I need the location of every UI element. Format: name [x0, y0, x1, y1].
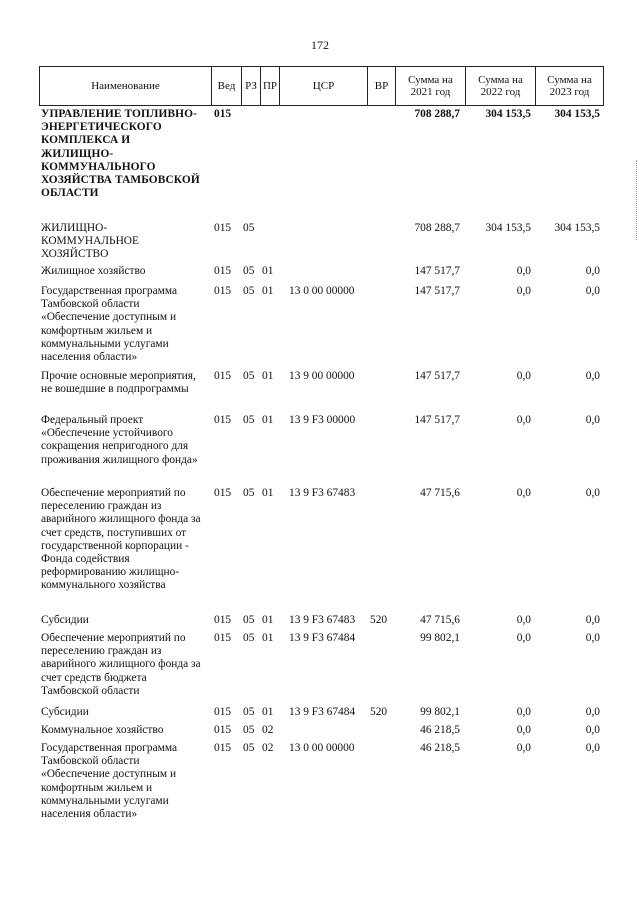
- row-name: ЖИЛИЩНО-КОММУНАЛЬНОЕ ХОЗЯЙСТВО: [41, 222, 139, 261]
- row-pr: 01: [262, 285, 274, 297]
- table-header: [39, 66, 604, 106]
- header-pr: ПР: [260, 67, 279, 105]
- row-pr: 01: [262, 414, 274, 426]
- row-csr: 13 0 00 00000: [289, 285, 355, 297]
- row-sum-2022: 304 153,5: [485, 222, 531, 234]
- row-csr: 13 9 F3 67483: [289, 614, 356, 626]
- row-pr: 01: [262, 487, 274, 499]
- row-rz: 05: [243, 414, 255, 426]
- row-ved: 015: [214, 414, 232, 426]
- row-rz: 05: [243, 370, 255, 382]
- header-csr: ЦСР: [279, 67, 367, 105]
- row-sum-2023: 0,0: [585, 632, 600, 644]
- row-ved: 015: [214, 614, 232, 626]
- row-rz: 05: [243, 265, 255, 277]
- row-rz: 05: [243, 614, 255, 626]
- row-name: Государственная программа Тамбовской области «Обеспечение доступным и комфортным жильем и коммунальными услугами населения области»: [41, 285, 178, 364]
- row-name: Жилищное хозяйство: [41, 265, 146, 277]
- row-sum-2022: 0,0: [516, 414, 531, 426]
- row-pr: 02: [262, 724, 274, 736]
- row-csr: 13 9 F3 67484: [289, 632, 356, 644]
- row-sum-2023: 304 153,5: [554, 222, 600, 234]
- row-ved: 015: [214, 487, 232, 499]
- row-sum-2021: 708 288,7: [414, 108, 460, 120]
- header-ved: Вед: [211, 67, 241, 105]
- row-rz: 05: [243, 285, 255, 297]
- row-sum-2021: 47 715,6: [420, 487, 460, 499]
- row-sum-2022: 0,0: [516, 370, 531, 382]
- row-ved: 015: [214, 108, 232, 120]
- row-sum-2022: 0,0: [516, 742, 531, 754]
- row-sum-2022: 0,0: [516, 285, 531, 297]
- row-name: Обеспечение мероприятий по переселению граждан из аварийного жилищного фонда за счет средств бюджета Тамбовской области: [41, 632, 201, 697]
- header-sum-2021: Сумма на 2021 год: [395, 67, 465, 105]
- row-rz: 05: [243, 742, 255, 754]
- row-sum-2022: 0,0: [516, 265, 531, 277]
- row-sum-2022: 0,0: [516, 706, 531, 718]
- row-sum-2022: 0,0: [516, 614, 531, 626]
- header-sum-2023: Сумма на 2023 год: [535, 67, 604, 105]
- row-ved: 015: [214, 265, 232, 277]
- row-sum-2023: 0,0: [585, 487, 600, 499]
- row-name: УПРАВЛЕНИЕ ТОПЛИВНО-ЭНЕРГЕТИЧЕСКОГО КОМПЛЕКСА И ЖИЛИЩНО-КОММУНАЛЬНОГО ХОЗЯЙСТВА ТАМБОВСКОЙ ОБЛАСТИ: [41, 108, 200, 200]
- row-rz: 05: [243, 706, 255, 718]
- row-sum-2023: 0,0: [585, 265, 600, 277]
- row-sum-2023: 0,0: [585, 370, 600, 382]
- row-ved: 015: [214, 222, 232, 234]
- row-ved: 015: [214, 370, 232, 382]
- row-sum-2023: 304 153,5: [554, 108, 600, 120]
- row-rz: 05: [243, 724, 255, 736]
- row-pr: 02: [262, 742, 274, 754]
- row-ved: 015: [214, 706, 232, 718]
- row-sum-2022: 0,0: [516, 724, 531, 736]
- row-sum-2021: 46 218,5: [420, 742, 460, 754]
- row-sum-2021: 46 218,5: [420, 724, 460, 736]
- row-name: Прочие основные мероприятия, не вошедшие в подпрограммы: [41, 370, 196, 396]
- row-csr: 13 9 F3 67484: [289, 706, 356, 718]
- row-sum-2022: 0,0: [516, 632, 531, 644]
- row-pr: 01: [262, 370, 274, 382]
- row-ved: 015: [214, 285, 232, 297]
- header-sum-2022: Сумма на 2022 год: [465, 67, 535, 105]
- row-sum-2021: 708 288,7: [414, 222, 460, 234]
- row-name: Субсидии: [41, 706, 89, 718]
- row-sum-2023: 0,0: [585, 614, 600, 626]
- row-sum-2022: 304 153,5: [485, 108, 531, 120]
- row-pr: 01: [262, 265, 274, 277]
- page-number: 172: [311, 38, 329, 52]
- row-sum-2021: 147 517,7: [414, 265, 460, 277]
- row-name: Государственная программа Тамбовской области «Обеспечение доступным и комфортным жильем и коммунальными услугами населения области»: [41, 742, 178, 821]
- row-csr: 13 0 00 00000: [289, 742, 355, 754]
- row-rz: 05: [243, 487, 255, 499]
- row-csr: 13 9 F3 67483: [289, 487, 356, 499]
- row-ved: 015: [214, 724, 232, 736]
- row-csr: 13 9 F3 00000: [289, 414, 356, 426]
- row-pr: 01: [262, 706, 274, 718]
- header-vr: ВР: [367, 67, 395, 105]
- header-rz: РЗ: [241, 67, 260, 105]
- row-csr: 13 9 00 00000: [289, 370, 355, 382]
- row-rz: 05: [243, 222, 255, 234]
- row-pr: 01: [262, 614, 274, 626]
- row-name: Федеральный проект «Обеспечение устойчивого сокращения непригодного для проживания жилищного фонда»: [41, 414, 198, 466]
- row-sum-2021: 147 517,7: [414, 370, 460, 382]
- row-sum-2023: 0,0: [585, 742, 600, 754]
- row-vr: 520: [370, 706, 388, 718]
- row-sum-2023: 0,0: [585, 724, 600, 736]
- row-sum-2021: 147 517,7: [414, 414, 460, 426]
- row-vr: 520: [370, 614, 388, 626]
- margin-scan-mark: [636, 160, 640, 240]
- row-sum-2022: 0,0: [516, 487, 531, 499]
- row-sum-2023: 0,0: [585, 706, 600, 718]
- row-ved: 015: [214, 742, 232, 754]
- row-name: Обеспечение мероприятий по переселению граждан из аварийного жилищного фонда за счет средств, поступивших от государственной корпорации - Фонда содействия реформированию жилищно-коммунального хозяйства: [41, 487, 201, 592]
- row-sum-2021: 147 517,7: [414, 285, 460, 297]
- header-name: Наименование: [39, 67, 211, 105]
- row-name: Субсидии: [41, 614, 89, 626]
- row-rz: 05: [243, 632, 255, 644]
- row-sum-2021: 99 802,1: [420, 632, 460, 644]
- row-sum-2023: 0,0: [585, 285, 600, 297]
- row-sum-2023: 0,0: [585, 414, 600, 426]
- row-sum-2021: 99 802,1: [420, 706, 460, 718]
- row-pr: 01: [262, 632, 274, 644]
- row-sum-2021: 47 715,6: [420, 614, 460, 626]
- row-name: Коммунальное хозяйство: [41, 724, 164, 736]
- row-ved: 015: [214, 632, 232, 644]
